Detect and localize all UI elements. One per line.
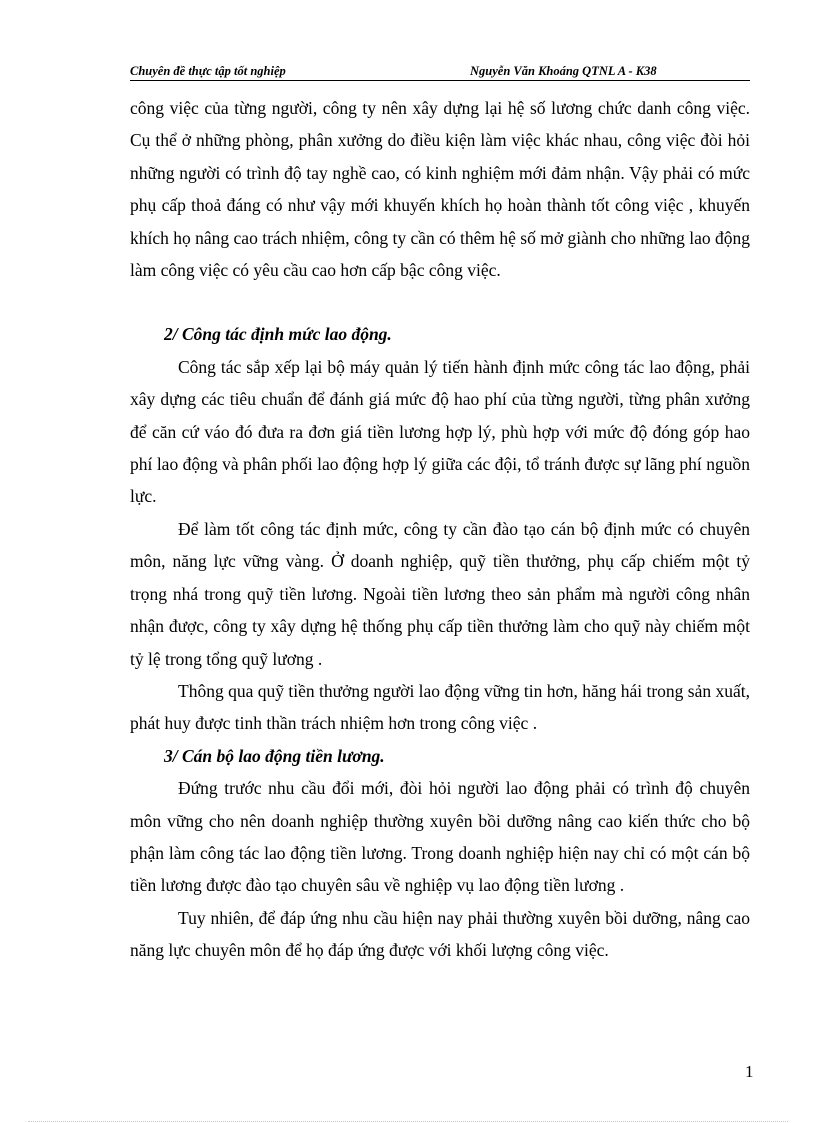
section-heading-3: 3/ Cán bộ lao động tiền lương. — [164, 745, 385, 766]
paragraph-5: Đứng trước nhu cầu đổi mới, đòi hỏi người lao động phải có trình độ chuyên môn vững cho nên doanh nghiệp thường xuyên bồi dưỡng nâng cao kiến thức cho bộ phận làm công tác lao động tiền lương. Trong doanh nghiệp hiện nay chỉ có một cán bộ tiền lương được đào tạo chuyên sâu về nghiệp vụ lao động tiền lương . — [130, 778, 750, 896]
section-heading-2: 2/ Công tác định mức lao động. — [164, 324, 392, 345]
page-number: 1 — [745, 1062, 754, 1081]
paragraph-1: công việc của từng người, công ty nên xây dựng lại hệ số lương chức danh công việc. Cụ thể ở những phòng, phân xưởng do điều kiện làm việc khác nhau, công việc đòi hỏi những người có trình độ tay nghề cao, có kinh nghiệm mới đảm nhận. Vậy phải có mức phụ cấp thoả đáng có như vậy mới khuyến khích họ hoàn thành tốt công việc , khuyến khích họ nâng cao trách nhiệm, công ty cần có thêm hệ số mở giành cho những lao động làm công việc có yêu cầu cao hơn cấp bậc công việc. — [130, 98, 750, 281]
paragraph-4: Thông qua quỹ tiền thưởng người lao động vững tin hơn, hăng hái trong sản xuất, phát huy được tinh thần trách nhiệm hơn trong công việc . — [130, 680, 750, 734]
section-spacer — [130, 286, 750, 318]
page-header — [130, 62, 750, 81]
header-title: Chuyên đề thực tập tốt nghiệp — [130, 64, 286, 78]
header-author: Nguyễn Văn Khoáng QTNL A - K38 — [470, 64, 657, 78]
paragraph-6: Tuy nhiên, để đáp ứng nhu cầu hiện nay phải thường xuyên bồi dưỡng, nâng cao năng lực chuyên môn để họ đáp ứng được với khối lượng công việc. — [130, 907, 750, 961]
page-boundary-line — [28, 1121, 788, 1122]
paragraph-2: Công tác sắp xếp lại bộ máy quản lý tiến hành định mức công tác lao động, phải xây dựng các tiêu chuẩn để đánh giá mức độ hao phí của từng người, từng phân xưởng để căn cứ váo đó đưa ra đơn giá tiền lương hợp lý, phù hợp với mức độ đóng góp hao phí lao động và phân phối lao động hợp lý giữa các đội, tổ tránh được sự lãng phí nguồn lực. — [130, 356, 750, 507]
document-body — [130, 92, 750, 967]
paragraph-3: Để làm tốt công tác định mức, công ty cần đào tạo cán bộ định mức có chuyên môn, năng lực vững vàng. Ở doanh nghiệp, quỹ tiền thưởng, phụ cấp chiếm một tỷ trọng nhá trong quỹ tiền lương. Ngoài tiền lương theo sản phẩm mà người công nhân nhận được, công ty xây dựng hệ thống phụ cấp tiền thưởng làm cho quỹ này chiếm một tỷ lệ trong tổng quỹ lương . — [130, 518, 750, 669]
